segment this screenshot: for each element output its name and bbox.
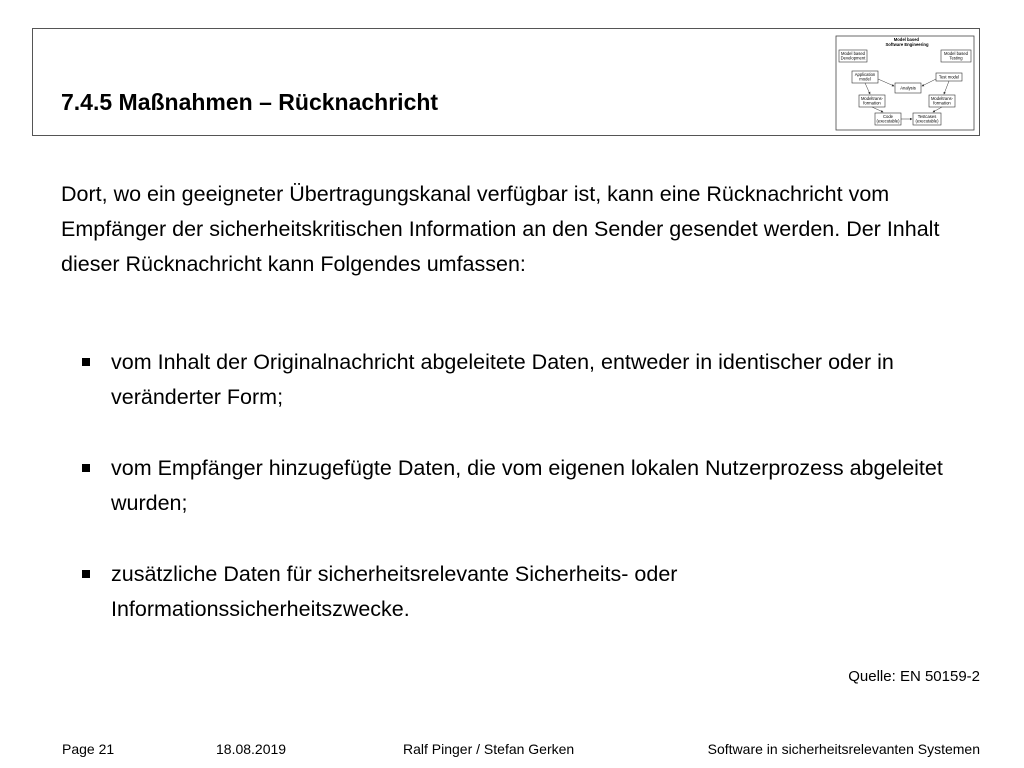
bullet-item [61,345,981,415]
svg-text:Modeltrans-formation: Modeltrans-formation [860,96,884,106]
bullet-list [61,345,981,663]
svg-text:Model basedDevelopment: Model based Development [840,51,866,61]
svg-text:Test model: Test model [938,74,960,80]
intro-paragraph: Dort, wo ein geeigneter Übertragungskanal verfügbar ist, kann eine Rücknachricht vom Empfänger der sicherheitskritischen Information an den Sender gesendet werden. Der Inhalt dieser Rücknachricht kann Folgendes umfassen: [61,182,940,276]
footer-course-title: Software in sicherheitsrelevanten Systemen [707,741,980,757]
diagram-top-line2: Software Engineering [885,41,929,47]
footer-page-number: Page 21 [62,741,115,757]
bullet-item [61,451,981,521]
footer-date: 18.08.2019 [216,741,287,757]
mbse-diagram-svg [835,35,975,131]
svg-text:Applicationmodel: Application model [854,72,876,82]
svg-text:Model basedTesting: Model based Testing [944,51,968,61]
bullet-text: vom Empfänger hinzugefügte Daten, die vom eigenen lokalen Nutzerprozess abgeleitet wurden; [111,456,943,515]
svg-text:Analysis: Analysis [900,85,916,91]
footer-authors: Ralf Pinger / Stefan Gerken [403,741,575,757]
square-bullet-icon [82,570,90,578]
mbse-diagram [835,35,975,131]
square-bullet-icon [82,358,90,366]
bullet-item [61,557,981,627]
header-box [32,28,980,136]
bullet-text: vom Inhalt der Originalnachricht abgeleitete Daten, entweder in identischer oder in veränderter Form; [111,350,894,409]
svg-text:Code(executable): Code (executable) [876,114,900,124]
source-citation: Quelle: EN 50159-2 [848,668,980,685]
bullet-text: zusätzliche Daten für sicherheitsrelevante Sicherheits- oder Informationssicherheitszwecke. [111,562,678,621]
square-bullet-icon [82,464,90,472]
svg-text:Modeltrans-formation: Modeltrans-formation [930,96,954,106]
diagram-top-line1: Model based [893,37,920,42]
slide-title: 7.4.5 Maßnahmen – Rücknachricht [61,89,439,115]
svg-text:Testcases(executable): Testcases (executable) [915,114,939,124]
